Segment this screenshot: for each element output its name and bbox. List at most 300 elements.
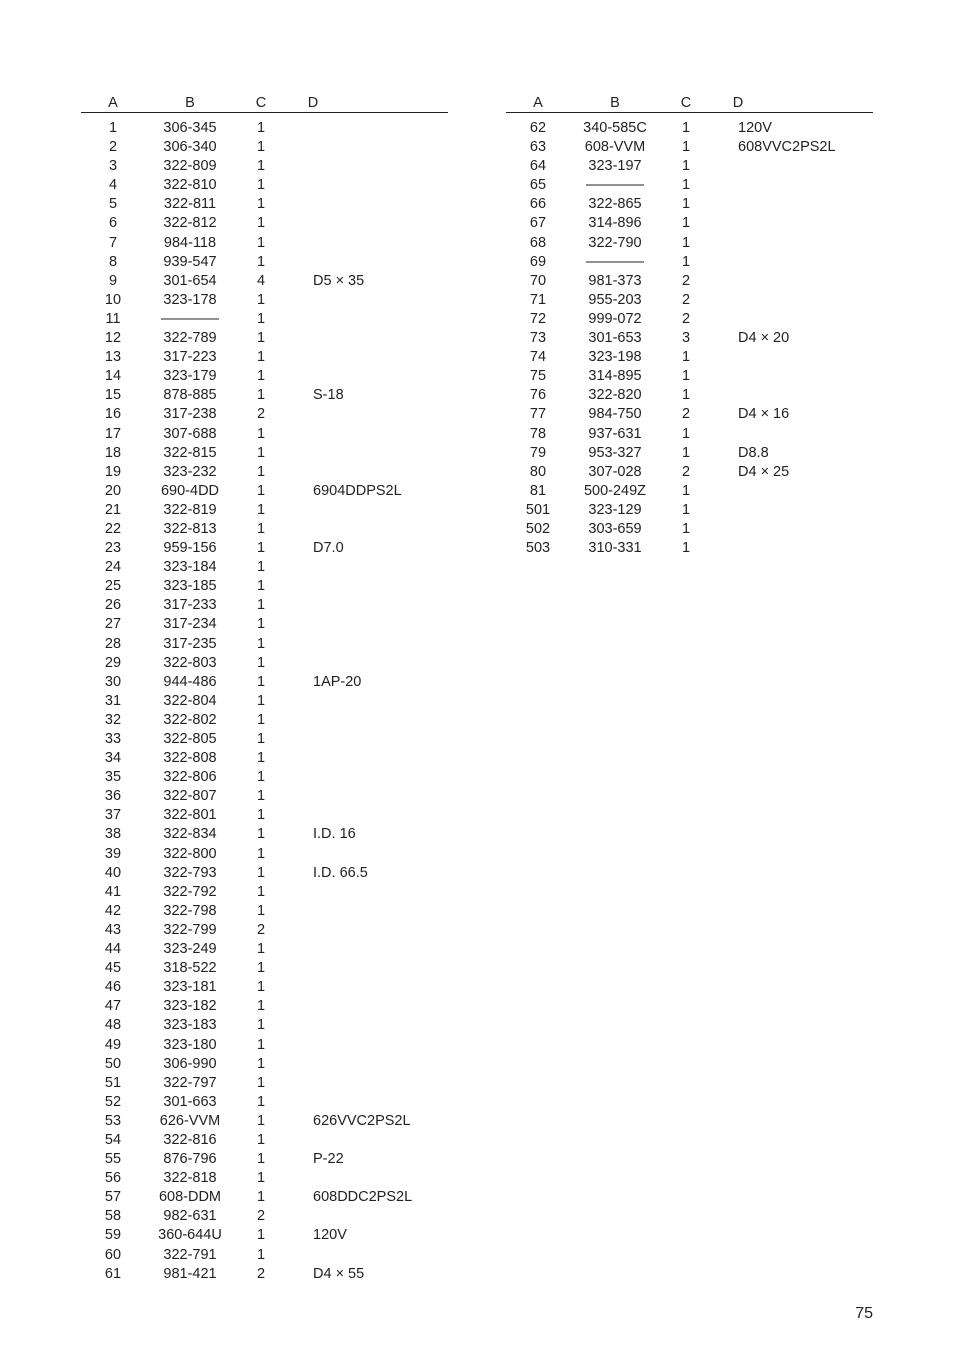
cell-b: 323-178: [163, 291, 217, 308]
cell-d: [287, 176, 448, 195]
table-row: [81, 520, 448, 539]
cell-d: [287, 635, 448, 654]
cell-a: 28: [104, 635, 122, 652]
cell-d: [287, 520, 448, 539]
table-row: [81, 1112, 448, 1131]
cell-b: 314-895: [588, 368, 642, 385]
cell-c: 1: [256, 291, 266, 308]
cell-d: [287, 138, 448, 157]
column-header-c: C: [660, 92, 712, 113]
table-row: [506, 310, 873, 329]
cell-d: [287, 214, 448, 233]
table-row: [506, 539, 873, 558]
cell-b: 322-815: [163, 444, 217, 461]
cell-c: 1: [256, 234, 266, 251]
cell-a: 23: [104, 540, 122, 557]
cell-b: 317-234: [163, 616, 217, 633]
cell-c: 1: [256, 845, 266, 862]
cell-c: 1: [256, 578, 266, 595]
cell-c: 1: [681, 158, 691, 175]
cell-a: 39: [104, 845, 122, 862]
cell-d: [287, 615, 448, 634]
cell-a: 25: [104, 578, 122, 595]
cell-d: [287, 768, 448, 787]
cell-c: 1: [256, 387, 266, 404]
cell-b: 322-834: [163, 826, 217, 843]
table-row: [81, 940, 448, 959]
cell-b: 301-654: [163, 272, 217, 289]
cell-b: 322-816: [163, 1131, 217, 1148]
table-row: [506, 520, 873, 539]
table-row: [81, 1093, 448, 1112]
table-row: [81, 1074, 448, 1093]
cell-b: 999-072: [588, 310, 642, 327]
cell-a: 49: [104, 1036, 122, 1053]
column-header-d: D: [712, 92, 873, 113]
cell-d: [287, 749, 448, 768]
cell-c: 2: [681, 272, 691, 289]
cell-a: 13: [104, 349, 122, 366]
cell-d: 608VVC2PS2L: [738, 139, 836, 156]
cell-d: [287, 195, 448, 214]
cell-d: [712, 214, 873, 233]
cell-b: 322-790: [588, 234, 642, 251]
cell-c: 1: [681, 177, 691, 194]
cell-c: 1: [681, 234, 691, 251]
cell-b: 690-4DD: [160, 482, 220, 499]
cell-b: ————: [586, 177, 644, 194]
cell-b: 323-179: [163, 368, 217, 385]
cell-d: D5 × 35: [313, 272, 365, 289]
table-row: [81, 386, 448, 405]
table-row: [81, 730, 448, 749]
cell-b: 322-801: [163, 807, 217, 824]
cell-c: 2: [681, 310, 691, 327]
cell-a: 77: [529, 406, 547, 423]
table-row: [81, 1207, 448, 1226]
cell-b: 953-327: [588, 444, 642, 461]
cell-a: 41: [104, 883, 122, 900]
table-row: [506, 367, 873, 386]
cell-a: 26: [104, 597, 122, 614]
table-row: [81, 558, 448, 577]
cell-c: 1: [681, 501, 691, 518]
cell-c: 1: [256, 158, 266, 175]
cell-a: 69: [529, 253, 547, 270]
cell-d: [287, 463, 448, 482]
cell-c: 4: [256, 272, 266, 289]
cell-b: 981-421: [163, 1265, 217, 1282]
cell-d: [287, 711, 448, 730]
cell-d: [712, 310, 873, 329]
table-row: [506, 501, 873, 520]
cell-d: 608DDC2PS2L: [313, 1189, 413, 1206]
cell-a: 12: [104, 330, 122, 347]
cell-a: 53: [104, 1112, 122, 1129]
cell-d: [712, 157, 873, 176]
table-row: [81, 615, 448, 634]
table-row: [81, 577, 448, 596]
cell-d: P-22: [313, 1151, 344, 1168]
cell-b: 323-180: [163, 1036, 217, 1053]
cell-b: 322-810: [163, 177, 217, 194]
cell-b: 944-486: [163, 673, 217, 690]
cell-a: 11: [105, 310, 121, 327]
table-row: [81, 157, 448, 176]
cell-c: 1: [681, 387, 691, 404]
cell-d: [287, 997, 448, 1016]
cell-a: 40: [104, 864, 122, 881]
cell-a: 8: [108, 253, 118, 270]
cell-a: 81: [529, 482, 547, 499]
cell-a: 33: [104, 731, 122, 747]
cell-a: 6: [108, 215, 118, 232]
cell-a: 68: [529, 234, 547, 251]
cell-d: [712, 482, 873, 501]
parts-table-right: [506, 92, 873, 558]
cell-d: [287, 367, 448, 386]
cell-a: 17: [104, 425, 122, 442]
cell-a: 55: [104, 1151, 122, 1168]
cell-b: 307-028: [588, 463, 642, 480]
cell-d: [287, 1093, 448, 1112]
cell-d: [287, 921, 448, 940]
cell-d: [287, 558, 448, 577]
cell-c: 1: [256, 711, 266, 728]
cell-a: 503: [525, 540, 551, 557]
cell-a: 42: [104, 902, 122, 919]
cell-b: 984-118: [163, 234, 217, 251]
cell-b: 322-800: [163, 845, 217, 862]
cell-a: 20: [104, 482, 122, 499]
table-row: [81, 1055, 448, 1074]
cell-a: 37: [104, 807, 122, 824]
cell-a: 19: [104, 463, 122, 480]
cell-c: 1: [256, 1055, 266, 1072]
cell-a: 50: [104, 1055, 122, 1072]
table-row: [81, 711, 448, 730]
cell-a: 74: [529, 349, 547, 366]
cell-d: [287, 291, 448, 310]
cell-b: 322-820: [588, 387, 642, 404]
cell-b: 322-797: [163, 1074, 217, 1091]
cell-a: 10: [104, 291, 122, 308]
cell-b: 322-799: [163, 921, 217, 938]
cell-c: 1: [256, 196, 266, 213]
cell-a: 22: [104, 520, 122, 537]
cell-b: 323-184: [163, 559, 217, 576]
table-row: [506, 482, 873, 501]
table-row: [506, 272, 873, 291]
cell-a: 47: [104, 998, 122, 1015]
cell-a: 76: [529, 387, 547, 404]
cell-a: 65: [529, 177, 547, 194]
cell-d: [287, 1246, 448, 1265]
cell-a: 61: [104, 1265, 122, 1282]
column-header-c: C: [235, 92, 287, 113]
table-header-row: [506, 92, 873, 113]
cell-b: 323-232: [163, 463, 217, 480]
cell-c: 1: [256, 597, 266, 614]
cell-d: [287, 730, 448, 749]
table-row: [81, 825, 448, 844]
cell-c: 1: [256, 215, 266, 232]
cell-c: 2: [681, 406, 691, 423]
table-row: [81, 176, 448, 195]
cell-d: 626VVC2PS2L: [313, 1112, 411, 1129]
cell-a: 16: [104, 406, 122, 423]
cell-b: 323-249: [163, 941, 217, 958]
cell-c: 1: [256, 826, 266, 843]
cell-a: 46: [104, 979, 122, 996]
cell-b: 322-806: [163, 769, 217, 786]
table-row: [506, 234, 873, 253]
table-row: [81, 272, 448, 291]
table-header-row: [81, 92, 448, 113]
cell-a: 15: [104, 387, 122, 404]
cell-d: [287, 113, 448, 139]
cell-c: 3: [681, 330, 691, 347]
cell-c: 1: [256, 883, 266, 900]
cell-c: 1: [681, 139, 691, 156]
cell-c: 1: [256, 979, 266, 996]
cell-c: 1: [256, 349, 266, 366]
cell-d: [287, 310, 448, 329]
cell-c: 1: [256, 1246, 266, 1263]
cell-d: 120V: [738, 120, 772, 136]
cell-a: 29: [104, 654, 122, 671]
cell-d: [287, 845, 448, 864]
cell-c: 1: [256, 807, 266, 824]
cell-d: [287, 902, 448, 921]
cell-d: [287, 806, 448, 825]
cell-b: 322-809: [163, 158, 217, 175]
cell-a: 66: [529, 196, 547, 213]
cell-c: 1: [256, 673, 266, 690]
cell-b: 984-750: [588, 406, 642, 423]
cell-c: 1: [256, 692, 266, 709]
table-row: [81, 883, 448, 902]
cell-a: 2: [108, 139, 118, 156]
column-header-d: D: [287, 92, 448, 113]
cell-b: 500-249Z: [583, 482, 647, 499]
cell-b: ————: [586, 253, 644, 270]
cell-b: 322-811: [163, 196, 217, 213]
cell-d: S-18: [313, 387, 344, 404]
table-row: [81, 902, 448, 921]
cell-d: [712, 253, 873, 272]
table-row: [506, 195, 873, 214]
table-row: [81, 978, 448, 997]
cell-d: 120V: [313, 1227, 347, 1244]
cell-c: 1: [256, 559, 266, 576]
cell-c: 1: [256, 960, 266, 977]
table-row: [81, 405, 448, 424]
cell-b: 322-793: [163, 864, 217, 881]
cell-c: 1: [256, 1227, 266, 1244]
cell-c: 2: [256, 1265, 266, 1282]
table-row: [81, 113, 448, 139]
cell-a: 54: [104, 1131, 122, 1148]
column-header-b: B: [570, 92, 660, 113]
cell-c: 1: [256, 177, 266, 194]
cell-c: 1: [256, 769, 266, 786]
cell-c: 1: [256, 330, 266, 347]
cell-c: 1: [256, 1170, 266, 1187]
table-row: [81, 997, 448, 1016]
cell-c: 1: [681, 349, 691, 366]
cell-c: 1: [681, 368, 691, 385]
cell-c: 2: [256, 921, 266, 938]
cell-b: 608-VVM: [584, 139, 646, 156]
cell-a: 71: [529, 291, 547, 308]
cell-b: 322-798: [163, 902, 217, 919]
cell-a: 60: [104, 1246, 122, 1263]
cell-c: 1: [256, 139, 266, 156]
table-row: [81, 768, 448, 787]
table-row: [81, 787, 448, 806]
cell-c: 1: [256, 902, 266, 919]
cell-d: [287, 253, 448, 272]
cell-b: 955-203: [588, 291, 642, 308]
table-row: [506, 157, 873, 176]
cell-a: 78: [529, 425, 547, 442]
cell-d: [287, 1074, 448, 1093]
cell-a: 48: [104, 1017, 122, 1034]
table-row: [81, 1169, 448, 1188]
cell-d: [712, 348, 873, 367]
cell-c: 1: [256, 482, 266, 499]
cell-a: 31: [104, 692, 122, 709]
cell-c: 1: [256, 120, 266, 136]
cell-b: 307-688: [163, 425, 217, 442]
cell-b: 322-805: [163, 731, 217, 747]
cell-b: 314-896: [588, 215, 642, 232]
cell-b: 937-631: [588, 425, 642, 442]
cell-a: 43: [104, 921, 122, 938]
cell-c: 1: [256, 1036, 266, 1053]
cell-b: 322-803: [163, 654, 217, 671]
cell-b: 306-990: [163, 1055, 217, 1072]
cell-c: 1: [681, 215, 691, 232]
cell-a: 24: [104, 559, 122, 576]
table-row: [506, 386, 873, 405]
cell-c: 1: [256, 540, 266, 557]
cell-b: 317-233: [163, 597, 217, 614]
cell-a: 73: [529, 330, 547, 347]
table-row: [81, 1131, 448, 1150]
cell-b: 939-547: [163, 253, 217, 270]
cell-c: 1: [256, 501, 266, 518]
cell-a: 7: [108, 234, 118, 251]
cell-b: 310-331: [588, 540, 642, 557]
cell-c: 1: [256, 1131, 266, 1148]
table-row: [81, 845, 448, 864]
cell-a: 21: [104, 501, 122, 518]
cell-d: [712, 195, 873, 214]
cell-d: [287, 1207, 448, 1226]
table-row: [81, 749, 448, 768]
cell-a: 56: [104, 1170, 122, 1187]
table-row: [81, 673, 448, 692]
cell-c: 1: [256, 1112, 266, 1129]
table-row: [81, 921, 448, 940]
cell-a: 63: [529, 139, 547, 156]
cell-b: 322-808: [163, 750, 217, 767]
cell-b: 322-818: [163, 1170, 217, 1187]
cell-c: 2: [256, 406, 266, 423]
cell-a: 27: [104, 616, 122, 633]
cell-c: 1: [256, 1093, 266, 1110]
cell-c: 1: [681, 482, 691, 499]
cell-c: 1: [256, 253, 266, 270]
cell-b: 322-791: [163, 1246, 217, 1263]
cell-b: 322-812: [163, 215, 217, 232]
table-row: [81, 195, 448, 214]
table-row: [81, 1150, 448, 1169]
cell-c: 1: [256, 368, 266, 385]
cell-a: 79: [529, 444, 547, 461]
cell-a: 3: [108, 158, 118, 175]
cell-a: 5: [108, 196, 118, 213]
cell-a: 75: [529, 368, 547, 385]
cell-a: 1: [108, 120, 118, 136]
table-row: [81, 1188, 448, 1207]
table-row: [81, 214, 448, 233]
table-row: [506, 444, 873, 463]
table-row: [81, 654, 448, 673]
cell-d: [287, 692, 448, 711]
cell-d: D8.8: [738, 444, 769, 461]
table-row: [506, 425, 873, 444]
cell-d: D4 × 55: [313, 1265, 365, 1282]
cell-c: 1: [256, 310, 266, 327]
cell-b: ————: [161, 310, 219, 327]
table-row: [81, 234, 448, 253]
cell-a: 38: [104, 826, 122, 843]
table-row: [81, 482, 448, 501]
column-header-a: A: [81, 92, 145, 113]
table-row: [81, 444, 448, 463]
cell-d: [287, 405, 448, 424]
cell-b: 626-VVM: [159, 1112, 221, 1129]
cell-d: [712, 176, 873, 195]
cell-b: 322-802: [163, 711, 217, 728]
cell-c: 2: [681, 291, 691, 308]
cell-d: [287, 1131, 448, 1150]
table-row: [506, 138, 873, 157]
cell-b: 323-183: [163, 1017, 217, 1034]
table-row: [506, 291, 873, 310]
cell-d: [287, 348, 448, 367]
cell-d: [287, 596, 448, 615]
table-row: [81, 463, 448, 482]
cell-b: 876-796: [163, 1151, 217, 1168]
cell-d: [712, 291, 873, 310]
cell-c: 1: [681, 520, 691, 537]
table-row: [506, 253, 873, 272]
cell-c: 1: [256, 1074, 266, 1091]
cell-b: 322-792: [163, 883, 217, 900]
cell-b: 322-865: [588, 196, 642, 213]
cell-b: 982-631: [163, 1208, 217, 1225]
cell-b: 301-663: [163, 1093, 217, 1110]
table-row: [81, 291, 448, 310]
cell-a: 34: [104, 750, 122, 767]
cell-c: 1: [256, 1151, 266, 1168]
cell-d: [287, 501, 448, 520]
cell-d: [712, 539, 873, 558]
